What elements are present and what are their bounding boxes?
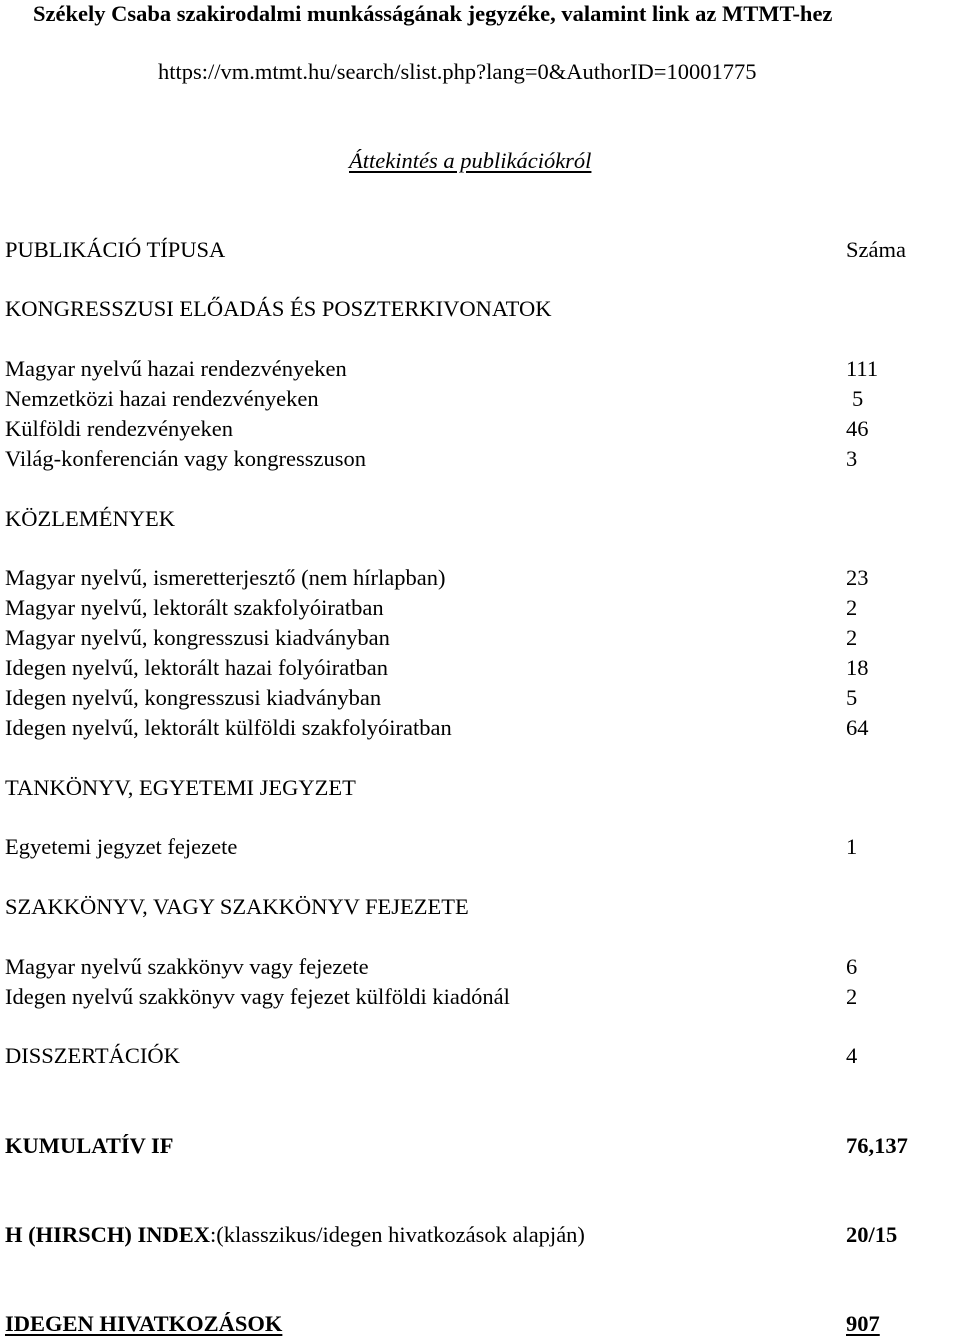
mtmt-link[interactable]: https://vm.mtmt.hu/search/slist.php?lang=0&AuthorID=10001775 — [158, 59, 757, 84]
row-value: 2 — [846, 625, 858, 650]
row-label: Világ-konferencián vagy kongresszuson — [5, 446, 367, 471]
h-index-label-bold: H (HIRSCH) INDEX — [5, 1222, 211, 1247]
row-label: Idegen nyelvű, lektorált hazai folyóiratban — [5, 655, 388, 680]
row-label: Nemzetközi hazai rendezvényeken — [5, 386, 319, 411]
publication-type-header: PUBLIKÁCIÓ TÍPUSA — [5, 237, 226, 262]
row-value: 18 — [846, 655, 869, 680]
row-label: Magyar nyelvű hazai rendezvényeken — [5, 356, 347, 381]
row-value: 23 — [846, 565, 869, 590]
cumulative-if-value: 76,137 — [846, 1133, 908, 1158]
document-title: Székely Csaba szakirodalmi munkásságának jegyzéke, valamint link az MTMT-hez — [33, 1, 833, 26]
section-title: KÖZLEMÉNYEK — [5, 506, 175, 531]
row-value: 6 — [846, 954, 858, 979]
section-title: TANKÖNYV, EGYETEMI JEGYZET — [5, 775, 356, 800]
row-value: 46 — [846, 416, 869, 441]
h-index-label — [5, 1220, 585, 1250]
row-value: 5 — [846, 685, 858, 710]
row-value: 2 — [846, 984, 858, 1009]
cumulative-if-label: KUMULATÍV IF — [5, 1133, 174, 1158]
section-title: SZAKKÖNYV, VAGY SZAKKÖNYV FEJEZETE — [5, 894, 469, 919]
row-label: Magyar nyelvű, kongresszusi kiadványban — [5, 625, 390, 650]
count-header: Száma — [846, 237, 906, 262]
row-label: Magyar nyelvű, lektorált szakfolyóiratban — [5, 595, 384, 620]
dissertations-value: 4 — [846, 1043, 858, 1068]
overview-heading: Áttekintés a publikációkról — [349, 148, 592, 173]
row-value: 3 — [846, 446, 858, 471]
section-title: KONGRESSZUSI ELŐADÁS ÉS POSZTERKIVONATOK — [5, 296, 552, 321]
row-label: Külföldi rendezvényeken — [5, 416, 234, 441]
row-value: 111 — [846, 356, 879, 381]
row-label: Magyar nyelvű, ismeretterjesztő (nem hírlapban) — [5, 565, 446, 590]
row-value: 1 — [846, 834, 858, 859]
row-label: Idegen nyelvű, lektorált külföldi szakfolyóiratban — [5, 715, 452, 740]
h-index-value: 20/15 — [846, 1222, 898, 1247]
row-label: Magyar nyelvű szakkönyv vagy fejezete — [5, 954, 369, 979]
foreign-citations-value: 907 — [846, 1311, 880, 1336]
foreign-citations-label: IDEGEN HIVATKOZÁSOK — [5, 1311, 283, 1336]
row-value: 2 — [846, 595, 858, 620]
row-value: 5 — [852, 386, 864, 411]
dissertations-label: DISSZERTÁCIÓK — [5, 1043, 180, 1068]
row-label: Idegen nyelvű szakkönyv vagy fejezet külföldi kiadónál — [5, 984, 510, 1009]
h-index-label-rest: :(klasszikus/idegen hivatkozások alapján) — [210, 1222, 585, 1247]
row-value: 64 — [846, 715, 869, 740]
row-label: Egyetemi jegyzet fejezete — [5, 834, 238, 859]
row-label: Idegen nyelvű, kongresszusi kiadványban — [5, 685, 382, 710]
